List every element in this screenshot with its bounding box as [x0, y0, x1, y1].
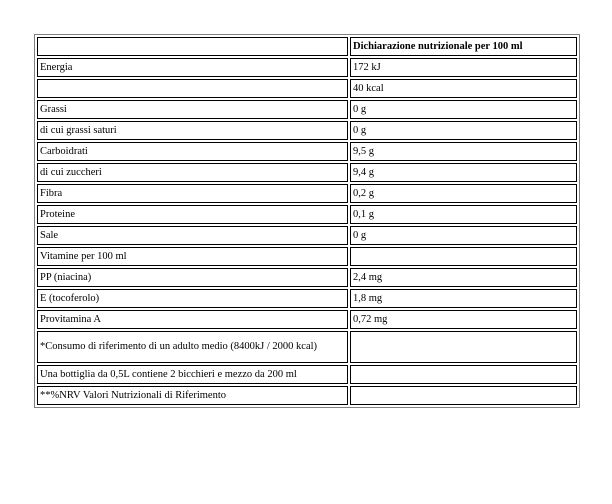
row-value: 0,2 g — [350, 184, 577, 203]
row-label: E (tocoferolo) — [37, 289, 348, 308]
row-value: 40 kcal — [350, 79, 577, 98]
row-label: Energia — [37, 58, 348, 77]
row-value: 0 g — [350, 121, 577, 140]
row-value: 0 g — [350, 100, 577, 119]
row-value: 1,8 mg — [350, 289, 577, 308]
table-row — [37, 268, 577, 287]
table-row — [37, 79, 577, 98]
table-row — [37, 142, 577, 161]
row-value: 9,5 g — [350, 142, 577, 161]
table-row — [37, 205, 577, 224]
row-value: 9,4 g — [350, 163, 577, 182]
row-label: Sale — [37, 226, 348, 245]
header-value-cell: Dichiarazione nutrizionale per 100 ml — [350, 37, 577, 56]
row-value — [350, 365, 577, 384]
row-label: Grassi — [37, 100, 348, 119]
row-label: Provitamina A — [37, 310, 348, 329]
table-row — [37, 386, 577, 405]
row-value: 0,1 g — [350, 205, 577, 224]
table-row — [37, 289, 577, 308]
row-value: 0 g — [350, 226, 577, 245]
row-label: di cui grassi saturi — [37, 121, 348, 140]
table-row — [37, 226, 577, 245]
row-value — [350, 247, 577, 266]
row-label: Vitamine per 100 ml — [37, 247, 348, 266]
table-row — [37, 247, 577, 266]
table-row — [37, 58, 577, 77]
table-row — [37, 365, 577, 384]
row-value: 0,72 mg — [350, 310, 577, 329]
row-label: **%NRV Valori Nutrizionali di Riferimento — [37, 386, 348, 405]
row-value — [350, 386, 577, 405]
row-value — [350, 331, 577, 363]
row-label: PP (niacina) — [37, 268, 348, 287]
table-row — [37, 184, 577, 203]
table-row — [37, 121, 577, 140]
row-label: Carboidrati — [37, 142, 348, 161]
table-row — [37, 331, 577, 363]
row-label: Proteine — [37, 205, 348, 224]
table-row — [37, 163, 577, 182]
row-value: 2,4 mg — [350, 268, 577, 287]
table-header-row — [37, 37, 577, 56]
nutrition-table — [34, 34, 580, 408]
header-label-cell — [37, 37, 348, 56]
row-label — [37, 79, 348, 98]
row-value: 172 kJ — [350, 58, 577, 77]
row-label: *Consumo di riferimento di un adulto medio (8400kJ / 2000 kcal) — [37, 331, 348, 363]
table-row — [37, 100, 577, 119]
row-label: Fibra — [37, 184, 348, 203]
row-label: di cui zuccheri — [37, 163, 348, 182]
row-label: Una bottiglia da 0,5L contiene 2 bicchieri e mezzo da 200 ml — [37, 365, 348, 384]
table-row — [37, 310, 577, 329]
